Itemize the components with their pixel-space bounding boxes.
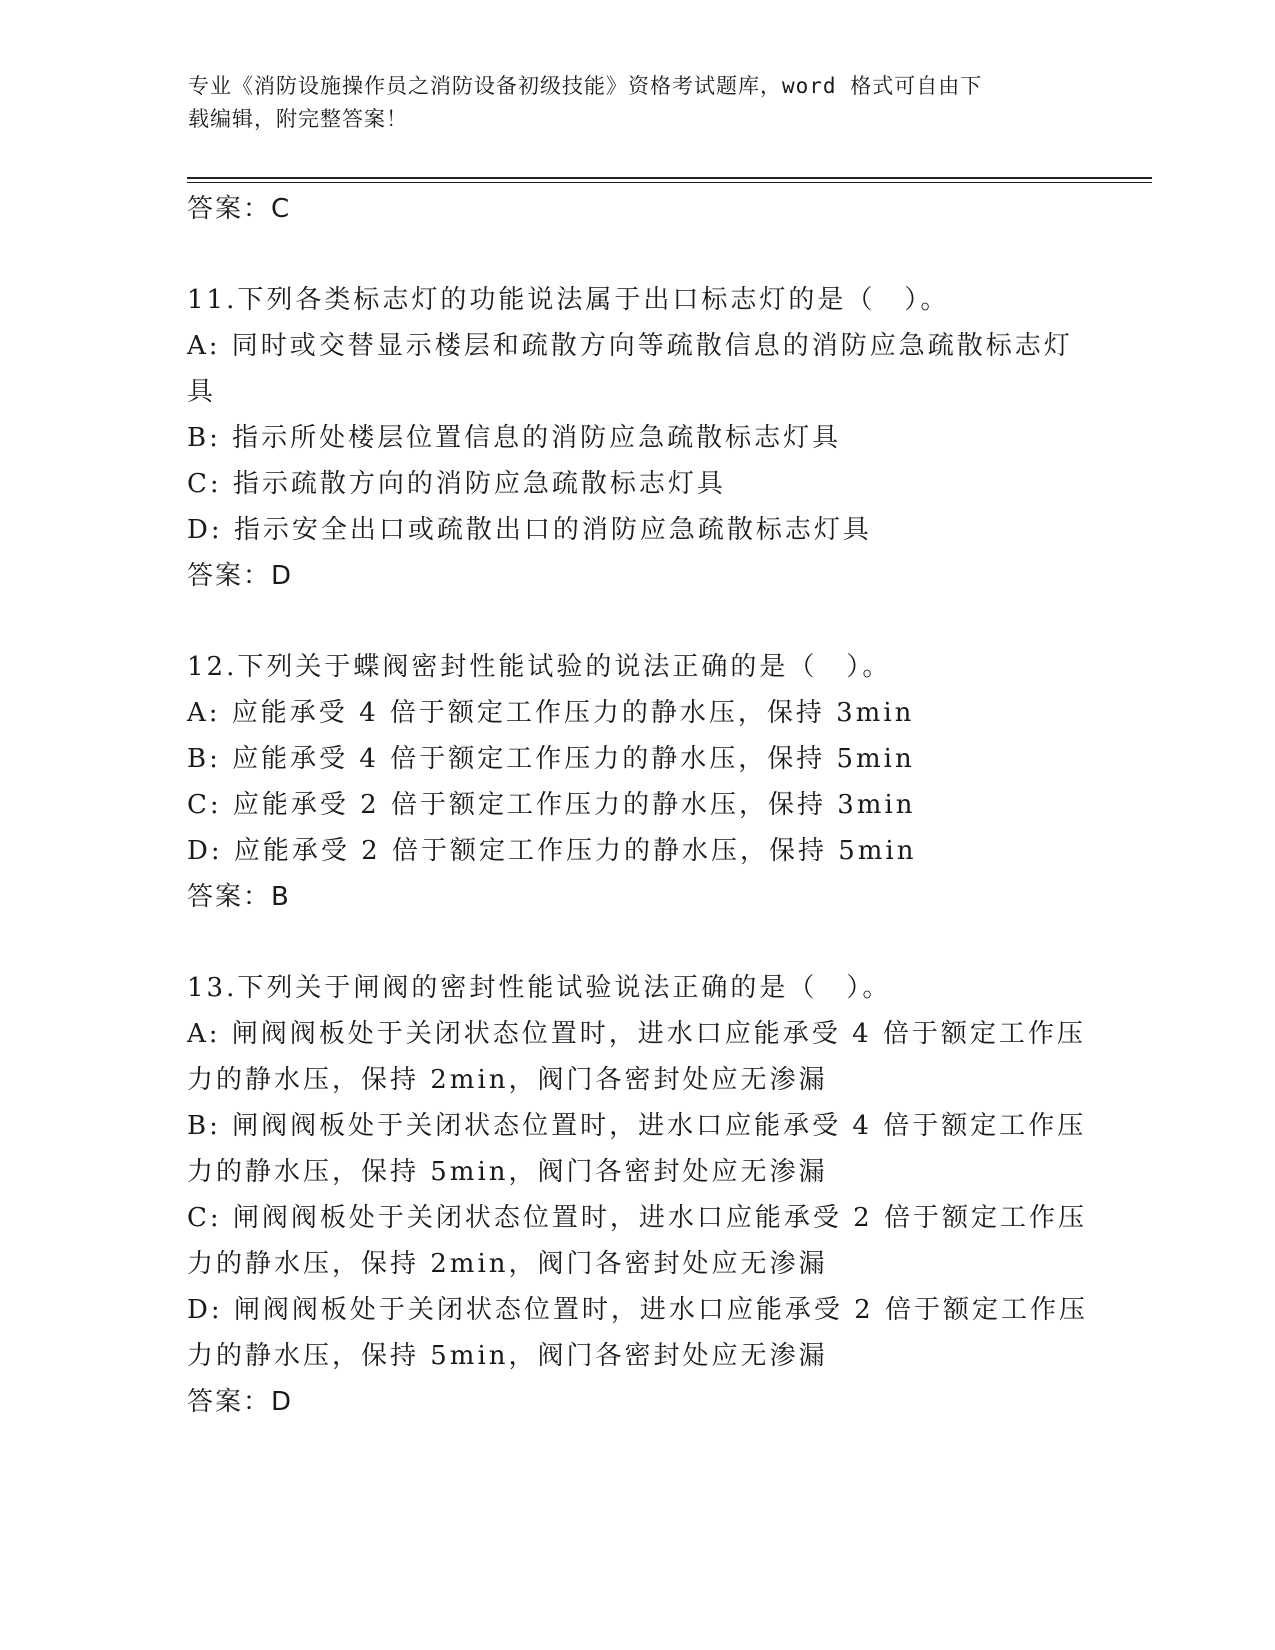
question-12-option-b: B: 应能承受 4 倍于额定工作压力的静水压，保持 5min	[187, 744, 915, 774]
question-12-option-a: A: 应能承受 4 倍于额定工作压力的静水压，保持 3min	[187, 698, 915, 728]
question-11-stem: 11.下列各类标志灯的功能说法属于出口标志灯的是（ ）。	[187, 285, 950, 315]
header-divider-thick	[187, 177, 1152, 179]
document-header	[188, 70, 1088, 136]
question-13-option-d: D: 闸阀阀板处于关闭状态位置时，进水口应能承受 2 倍于额定工作压	[187, 1295, 1088, 1325]
question-13-option-a: A: 闸阀阀板处于关闭状态位置时，进水口应能承受 4 倍于额定工作压	[187, 1019, 1086, 1049]
question-12-option-d: D: 应能承受 2 倍于额定工作压力的静水压，保持 5min	[187, 836, 917, 866]
question-12	[187, 644, 1087, 920]
question-13-option-a-cont: 力的静水压，保持 2min，阀门各密封处应无渗漏	[187, 1065, 828, 1095]
question-13-answer: 答案：D	[187, 1387, 294, 1417]
question-13-option-c: C: 闸阀阀板处于关闭状态位置时，进水口应能承受 2 倍于额定工作压	[187, 1203, 1087, 1233]
question-11-option-b: B: 指示所处楼层位置信息的消防应急疏散标志灯具	[187, 423, 842, 453]
question-content	[187, 186, 1087, 1425]
question-11-option-a: A: 同时或交替显示楼层和疏散方向等疏散信息的消防应急疏散标志灯	[187, 331, 1073, 361]
question-13-option-b-cont: 力的静水压，保持 5min，阀门各密封处应无渗漏	[187, 1157, 828, 1187]
question-13-stem: 13.下列关于闸阀的密封性能试验说法正确的是（ ）。	[187, 973, 892, 1003]
question-12-stem: 12.下列关于蝶阀密封性能试验的说法正确的是（ ）。	[187, 652, 892, 682]
question-13-option-c-cont: 力的静水压，保持 2min，阀门各密封处应无渗漏	[187, 1249, 828, 1279]
header-line-2: 载编辑，附完整答案！	[188, 107, 408, 131]
question-11-answer: 答案：D	[187, 561, 294, 591]
question-11-option-d: D: 指示安全出口或疏散出口的消防应急疏散标志灯具	[187, 515, 872, 545]
question-13	[187, 965, 1087, 1425]
header-divider-thin	[187, 182, 1152, 183]
previous-answer: 答案：C	[187, 194, 292, 224]
question-12-option-c: C: 应能承受 2 倍于额定工作压力的静水压，保持 3min	[187, 790, 916, 820]
question-13-option-d-cont: 力的静水压，保持 5min，阀门各密封处应无渗漏	[187, 1341, 828, 1371]
question-11-option-a-cont: 具	[187, 377, 217, 407]
question-11	[187, 277, 1087, 599]
question-11-option-c: C: 指示疏散方向的消防应急疏散标志灯具	[187, 469, 726, 499]
header-line-1: 专业《消防设施操作员之消防设备初级技能》资格考试题库，word 格式可自由下	[188, 74, 983, 98]
question-13-option-b: B: 闸阀阀板处于关闭状态位置时，进水口应能承受 4 倍于额定工作压	[187, 1111, 1087, 1141]
question-12-answer: 答案：B	[187, 882, 291, 912]
